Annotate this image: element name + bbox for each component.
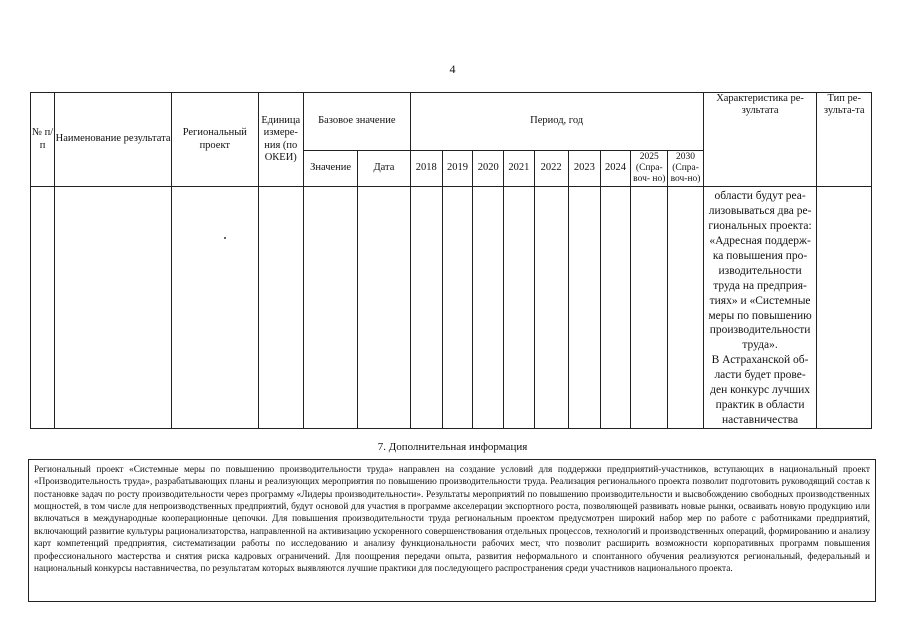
characteristic-line: труда».	[742, 339, 778, 352]
cell-result-name	[55, 187, 172, 429]
header-base-value-value: Значение	[303, 151, 357, 187]
header-num: № п/п	[31, 93, 55, 187]
characteristic-line: изводительности	[718, 264, 802, 277]
characteristic-line: практик в области	[715, 399, 805, 412]
cell-result-type	[817, 187, 872, 429]
additional-info-box	[28, 459, 876, 602]
header-year: 2018	[410, 151, 442, 187]
characteristic-line: ка повышения про-	[712, 249, 808, 262]
characteristic-line: меры по повышению	[708, 309, 812, 322]
header-period: Период, год	[410, 93, 703, 151]
cell-year-value	[442, 187, 472, 429]
header-base-value: Базовое значение	[303, 93, 410, 151]
characteristic-line: производительности	[709, 324, 811, 337]
cell-year-value	[534, 187, 568, 429]
cell-year-2030-value	[668, 187, 703, 429]
characteristic-line: ден конкурс лучших	[710, 384, 810, 397]
header-year: 2020	[473, 151, 504, 187]
characteristic-line: лизовываться два ре-	[708, 204, 812, 217]
header-result-name: Наименование результата	[55, 93, 172, 187]
cell-year-value	[600, 187, 630, 429]
characteristic-line: ласти будет прове-	[714, 369, 806, 382]
header-year: 2019	[442, 151, 472, 187]
characteristic-line: «Адресная поддерж-	[709, 234, 811, 247]
cell-num	[31, 187, 55, 429]
characteristic-line: гиональных проекта:	[708, 219, 812, 232]
header-year-2025: 2025 (Спра-воч- но)	[631, 151, 668, 187]
cell-year-2025-value	[631, 187, 668, 429]
characteristic-line: области будут реа-	[714, 190, 806, 202]
header-year: 2024	[600, 151, 630, 187]
cell-base-date	[358, 187, 410, 429]
table-row	[31, 187, 872, 429]
cell-regional-project	[172, 187, 259, 429]
cell-year-value	[410, 187, 442, 429]
header-unit: Единица измере-ния (по ОКЕИ)	[258, 93, 303, 187]
cell-base-value	[303, 187, 357, 429]
characteristic-line: тиях» и «Системные	[709, 294, 811, 307]
characteristic-line: труда на предприя-	[713, 279, 807, 292]
cell-unit	[258, 187, 303, 429]
header-year: 2022	[534, 151, 568, 187]
header-year-2030: 2030 (Спра-воч-но)	[668, 151, 703, 187]
header-characteristic: Характеристика ре-зультата	[703, 93, 817, 187]
header-base-value-date: Дата	[358, 151, 410, 187]
header-row-1	[31, 93, 872, 151]
cell-year-value	[473, 187, 504, 429]
scan-speck	[224, 237, 226, 239]
header-result-type: Тип ре-зульта-та	[817, 93, 872, 187]
cell-year-value	[504, 187, 534, 429]
section-title: 7. Дополнительная информация	[377, 441, 528, 453]
header-year: 2023	[568, 151, 600, 187]
characteristic-line: наставничества	[722, 414, 799, 427]
results-table	[30, 92, 872, 429]
header-regional-project: Региональный проект	[172, 93, 259, 187]
cell-characteristic	[703, 187, 817, 429]
characteristic-line: В Астраханской об-	[711, 354, 809, 367]
cell-year-value	[568, 187, 600, 429]
header-year: 2021	[504, 151, 534, 187]
additional-info-text: Региональный проект «Системные меры по повышению производительности труда» направлен на создание условий для поддержки предприятий-участников, вступающих в национальный проект «Производительность труда», разрабатывающих планы и реализующих мероприятия по повышению производительности труда. Реализация регионального проекта позволит подготовить руководящий состав к постановке задач по росту производительности через программу «Лидеры производительности». Результаты мероприятий по повышению производительности и высвобождению свободных производственных мощностей, в том числе для непроизводственных предприятий, будут основой для участия в программе акселерации экспортного роста, позволяющей развивать новые рынки, осваивать новую продукцию или включаться в международные кооперационные цепочки. Для повышения производительности труда региональным проектом предусмотрен широкий набор мер по работе с работниками предприятий, включающий развитие культуры рационализаторства, направленной на активизацию ускоренного совершенствования отдельных процессов, технологий и производственных операций, формированию и анализу карт компетенций предприятия, систематизации работы по исследованию и анализу функциональности рабочих мест, что позволит расширить возможности корпоративных программ повышения профессионального мастерства и снятия риска кадровых ограничений. Для поощрения передачи опыта, развития неформального и спонтанного обучения реализуются региональный, федеральный и национальный конкурсы наставничества, по результатам которых выявляются лучшие практики для последующего распространения среди участников национального проекта.	[34, 465, 870, 574]
page-number: 4	[449, 62, 456, 76]
